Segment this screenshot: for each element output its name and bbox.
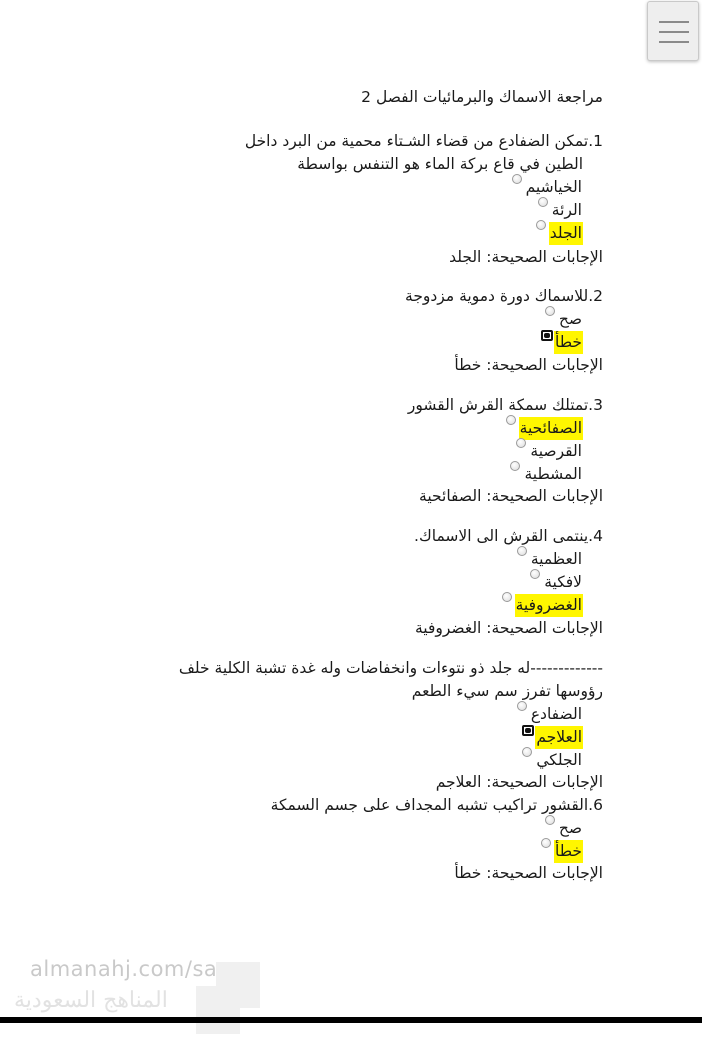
question-5-option[interactable] xyxy=(530,703,583,726)
radio-button[interactable] xyxy=(517,701,527,711)
question-1-correct-answer: الإجابات الصحيحة: الجلد xyxy=(449,248,603,266)
question-1-text: 1.تمكن الضفادع من قضاء الشـتاء محمية من البرد داخل xyxy=(244,132,603,150)
menu-button[interactable] xyxy=(647,1,699,61)
question-5-correct-answer: الإجابات الصحيحة: العلاجم xyxy=(435,773,603,791)
radio-button[interactable] xyxy=(538,197,548,207)
radio-button-selected[interactable] xyxy=(522,725,534,736)
radio-button-selected[interactable] xyxy=(541,330,553,341)
radio-button[interactable] xyxy=(522,747,532,757)
question-1-text-cont: الطين في قاع بركة الماء هو التنفس بواسطة xyxy=(297,155,583,173)
page-title: مراجعة الاسماك والبرمائيات الفصل 2 xyxy=(361,88,603,106)
question-4-text: 4.ينتمى القرش الى الاسماك. xyxy=(414,527,603,545)
question-5-text: -------------له جلد ذو نتوءات وانخفاضات وله غدة تشبة الكلية خلف xyxy=(178,659,603,677)
radio-button[interactable] xyxy=(545,306,555,316)
option-label: خطأ xyxy=(554,840,583,863)
question-6-option[interactable] xyxy=(554,840,583,863)
option-label: الجلد xyxy=(549,222,583,245)
option-label: العلاجم xyxy=(535,726,583,749)
radio-button[interactable] xyxy=(517,546,527,556)
question-2-text: 2.للاسماك دورة دموية مزدوجة xyxy=(405,287,603,305)
option-label: العظمية xyxy=(530,550,582,568)
hamburger-menu-icon-bar xyxy=(659,41,689,43)
bottom-bar xyxy=(0,1017,702,1023)
question-6-text: 6.القشور تراكيب تشبه المجداف على جسم السمكة xyxy=(270,796,603,814)
radio-button[interactable] xyxy=(536,220,546,230)
option-label: صح xyxy=(558,310,582,328)
question-3-text: 3.تمتلك سمكة القرش القشور xyxy=(407,396,603,414)
option-label: القرصية xyxy=(530,442,582,460)
question-1-option[interactable] xyxy=(549,222,583,245)
watermark-url: almanahj.com/sa xyxy=(30,957,218,981)
option-label: الصفائحية xyxy=(519,417,583,440)
question-3-option[interactable] xyxy=(523,463,583,486)
watermark-logo: المناهج السعودية xyxy=(14,988,168,1013)
question-1-option[interactable] xyxy=(551,199,583,222)
radio-button[interactable] xyxy=(530,569,540,579)
question-2-correct-answer: الإجابات الصحيحة: خطأ xyxy=(454,356,603,374)
question-4-option[interactable] xyxy=(515,594,583,617)
option-label: لافكية xyxy=(544,573,582,591)
hamburger-menu-icon xyxy=(659,21,689,23)
radio-button[interactable] xyxy=(506,415,516,425)
radio-button[interactable] xyxy=(502,592,512,602)
radio-button[interactable] xyxy=(516,438,526,448)
option-label: خطأ xyxy=(554,331,583,354)
question-4-option[interactable] xyxy=(530,548,583,571)
question-4-option[interactable] xyxy=(543,571,583,594)
watermark-logo-shape xyxy=(196,986,240,1034)
option-label: الخياشيم xyxy=(525,178,582,196)
question-4-correct-answer: الإجابات الصحيحة: الغضروفية xyxy=(414,619,603,637)
question-3-correct-answer: الإجابات الصحيحة: الصفائحية xyxy=(419,487,603,505)
radio-button[interactable] xyxy=(545,815,555,825)
question-3-option[interactable] xyxy=(529,440,583,463)
question-5-text-cont: رؤوسها تفرز سم سيء الطعم xyxy=(411,682,603,700)
hamburger-menu-icon-bar xyxy=(659,31,689,33)
question-6-correct-answer: الإجابات الصحيحة: خطأ xyxy=(454,864,603,882)
radio-button[interactable] xyxy=(541,838,551,848)
radio-button[interactable] xyxy=(512,174,522,184)
radio-button[interactable] xyxy=(510,461,520,471)
option-label: صح xyxy=(558,819,582,837)
question-5-option[interactable] xyxy=(535,749,583,772)
option-label: الغضروفية xyxy=(515,594,583,617)
question-6-option[interactable] xyxy=(558,817,583,840)
question-5-option[interactable] xyxy=(535,726,583,749)
option-label: المشطية xyxy=(524,465,582,483)
option-label: الجلكي xyxy=(536,751,582,769)
option-label: الرئة xyxy=(551,201,582,219)
question-1-option[interactable] xyxy=(525,176,583,199)
option-label: الضفادع xyxy=(530,705,582,723)
question-3-option[interactable] xyxy=(519,417,583,440)
question-2-option[interactable] xyxy=(558,308,583,331)
question-2-option[interactable] xyxy=(554,331,583,354)
